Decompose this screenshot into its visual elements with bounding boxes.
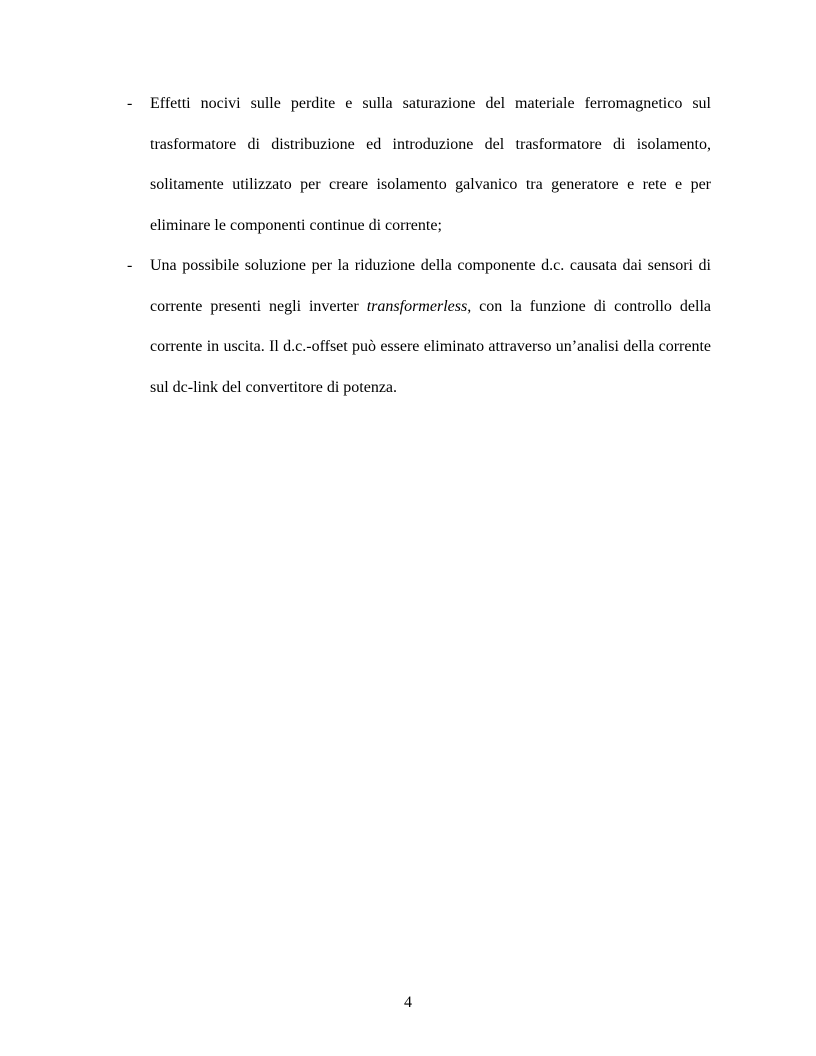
bullet-marker: - <box>127 95 133 112</box>
bullet-text-emphasis: transformerless <box>366 297 468 315</box>
bullet-text-part: Effetti nocivi sulle perdite e sulla saturazione del materiale ferromagnetico sul trasformatore di distribuzione ed introduzione del trasformatore di isolamento, solitamente utilizzato per creare isolamento galvanico tra generatore e rete e per eliminare le componenti continue di corrente; <box>150 95 711 234</box>
bullet-item-dc-component-solution <box>127 246 711 408</box>
bullet-text-part: Una possibile soluzione per la riduzione della componente d.c. causata dai sensori di corrente presenti negli inverter <box>150 257 711 315</box>
bullet-list <box>127 84 711 408</box>
bullet-text <box>150 95 711 234</box>
bullet-text-part: , con la funzione di controllo della corrente in uscita. Il d.c.-offset può essere eliminato attraverso un’analisi della corrente sul dc-link del convertitore di potenza. <box>150 297 712 396</box>
bullet-text <box>150 257 711 396</box>
bullet-item-isolation-transformer <box>127 84 711 246</box>
bullet-marker: - <box>127 257 133 274</box>
page-number: 4 <box>404 994 412 1011</box>
